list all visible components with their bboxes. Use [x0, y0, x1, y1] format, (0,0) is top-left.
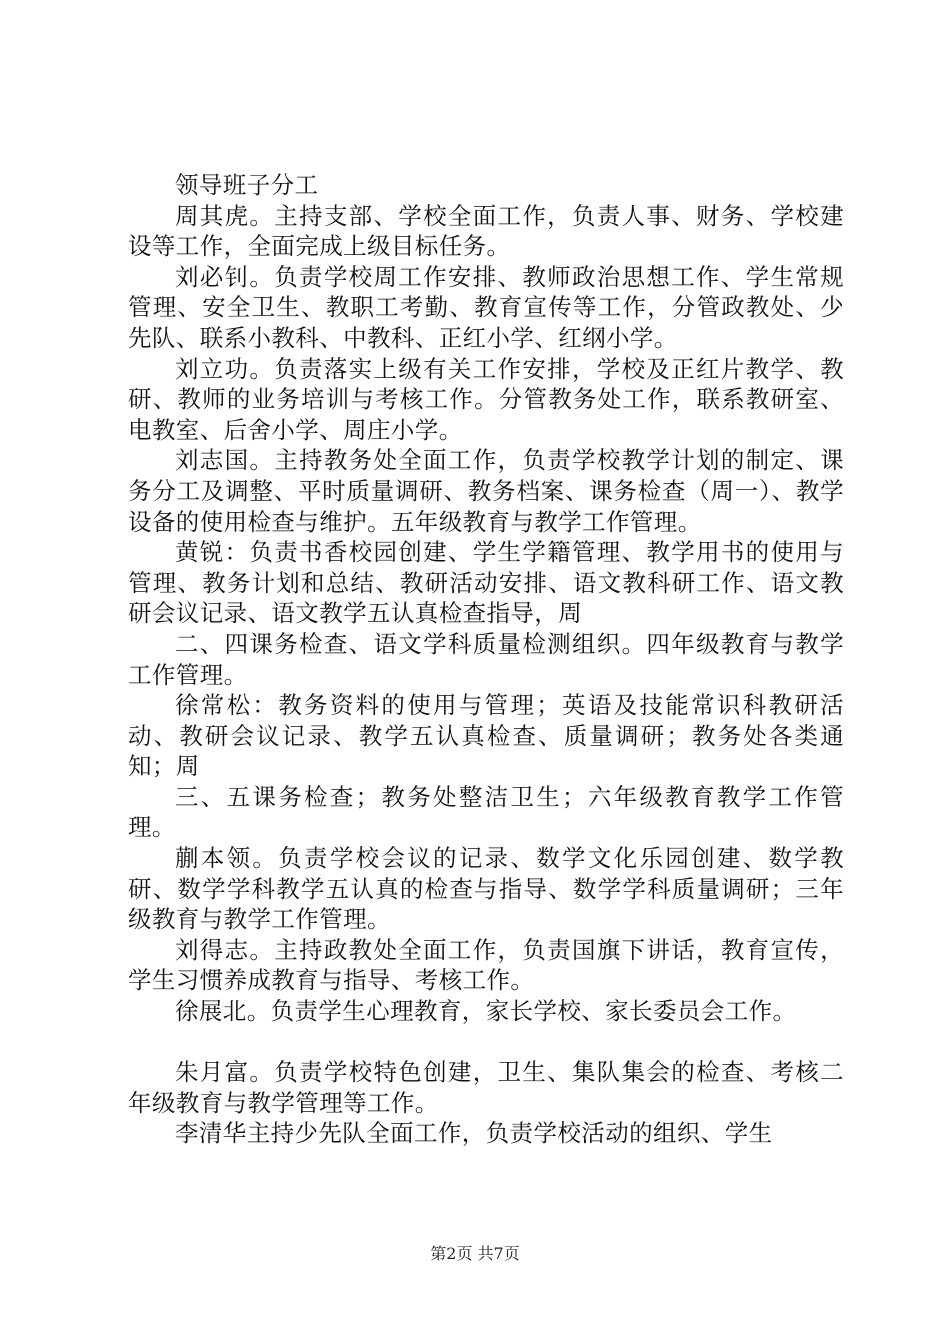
- paragraph: 徐常松：教务资料的使用与管理；英语及技能常识科教研活动、教研会议记录、教学五认真检查、质量调研；教务处各类通知；周: [128, 691, 844, 781]
- paragraph: 三、五课务检查；教务处整洁卫生；六年级教育教学工作管理。: [128, 782, 844, 842]
- paragraph: 二、四课务检查、语文学科质量检测组织。四年级教育与教学工作管理。: [128, 629, 844, 689]
- paragraph: 徐展北。负责学生心理教育，家长学校、家长委员会工作。: [175, 997, 797, 1026]
- paragraph: 刘必钊。负责学校周工作安排、教师政治思想工作、学生常规管理、安全卫生、教职工考勤、教育宣传等工作，分管政教处、少先队、联系小教科、中教科、正红小学、红纲小学。: [128, 262, 844, 352]
- paragraph: 刘得志。主持政教处全面工作，负责国旗下讲话，教育宣传，学生习惯养成教育与指导、考核工作。: [128, 935, 844, 995]
- paragraph: 黄锐：负责书香校园创建、学生学籍管理、教学用书的使用与管理、教务计划和总结、教研活动安排、语文教科研工作、语文教研会议记录、语文教学五认真检查指导，周: [128, 538, 844, 628]
- document-body: [128, 170, 844, 1149]
- paragraph: 周其虎。主持支部、学校全面工作，负责人事、财务、学校建设等工作，全面完成上级目标任务。: [128, 201, 844, 261]
- paragraph: 李清华主持少先队全面工作，负责学校活动的组织、学生: [175, 1119, 773, 1148]
- section-title: 领导班子分工: [175, 171, 319, 199]
- paragraph: 刘志国。主持教务处全面工作，负责学校教学计划的制定、课务分工及调整、平时质量调研、教务档案、课务检查（周一）、教学设备的使用检查与维护。五年级教育与教学工作管理。: [128, 446, 844, 536]
- paragraph: 蒯本领。负责学校会议的记录、数学文化乐园创建、数学教研、数学学科教学五认真的检查与指导、数学学科质量调研；三年级教育与教学工作管理。: [128, 844, 844, 934]
- paragraph: 朱月富。负责学校特色创建，卫生、集队集会的检查、考核二年级教育与教学管理等工作。: [128, 1058, 844, 1117]
- paragraph: 刘立功。负责落实上级有关工作安排，学校及正红片教学、教研、教师的业务培训与考核工作。分管教务处工作，联系教研室、电教室、后舍小学、周庄小学。: [128, 354, 844, 444]
- page-number: 第2页 共7页: [430, 1244, 520, 1263]
